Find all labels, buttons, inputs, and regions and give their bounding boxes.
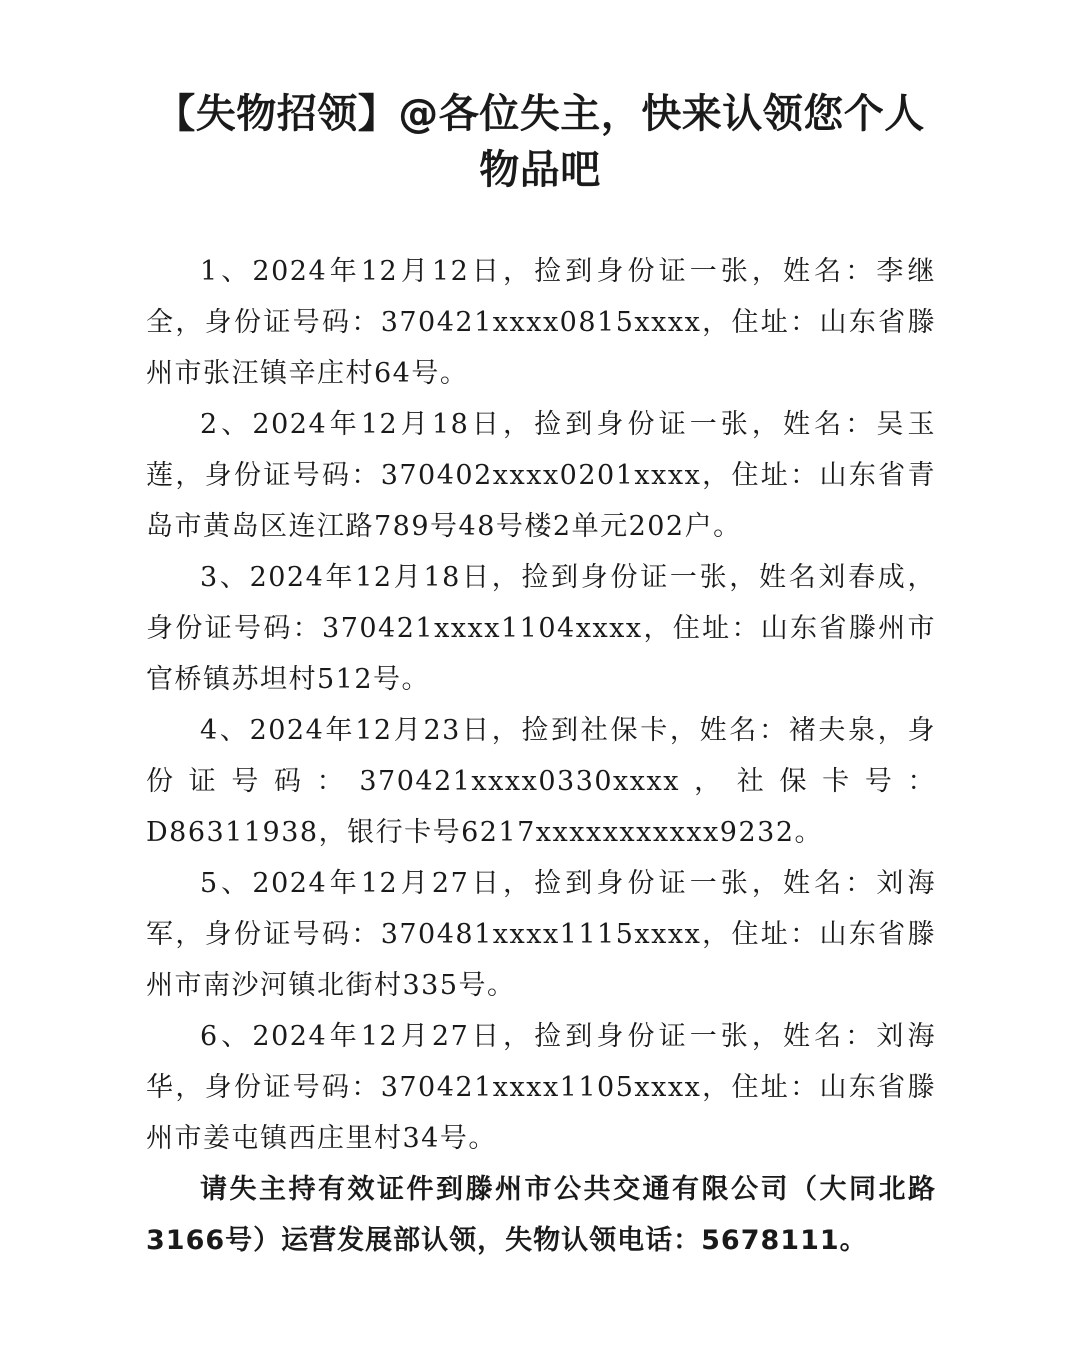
lost-item-5: 5、2024年12月27日，捡到身份证一张，姓名：刘海军，身份证号码：370481xxxx1115xxxx，住址：山东省滕州市南沙河镇北街村335号。 [146, 868, 936, 1001]
page-title: 【失物招领】@各位失主，快来认领您个人物品吧 [155, 91, 925, 193]
lost-item-3: 3、2024年12月18日，捡到身份证一张，姓名刘春成，身份证号码：370421xxxx1104xxxx，住址：山东省滕州市官桥镇苏坦村512号。 [146, 562, 936, 695]
lost-item-4: 4、2024年12月23日，捡到社保卡，姓名：褚夫泉，身份证号码：370421xxxx0330xxxx，社保卡号：D86311938，银行卡号6217xxxxxxxxxxx9232。 [146, 715, 936, 848]
lost-item-2: 2、2024年12月18日，捡到身份证一张，姓名：吴玉莲，身份证号码：370402xxxx0201xxxx，住址：山东省青岛市黄岛区连江路789号48号楼2单元202户。 [146, 409, 936, 542]
lost-item-1: 1、2024年12月12日，捡到身份证一张，姓名：李继全，身份证号码：370421xxxx0815xxxx，住址：山东省滕州市张汪镇辛庄村64号。 [146, 256, 936, 389]
notice-body [146, 246, 936, 1266]
claim-instructions: 请失主持有效证件到滕州市公共交通有限公司（大同北路3166号）运营发展部认领，失物认领电话：5678111。 [146, 1174, 936, 1256]
lost-item-6: 6、2024年12月27日，捡到身份证一张，姓名：刘海华，身份证号码：370421xxxx1105xxxx，住址：山东省滕州市姜屯镇西庄里村34号。 [146, 1021, 936, 1154]
